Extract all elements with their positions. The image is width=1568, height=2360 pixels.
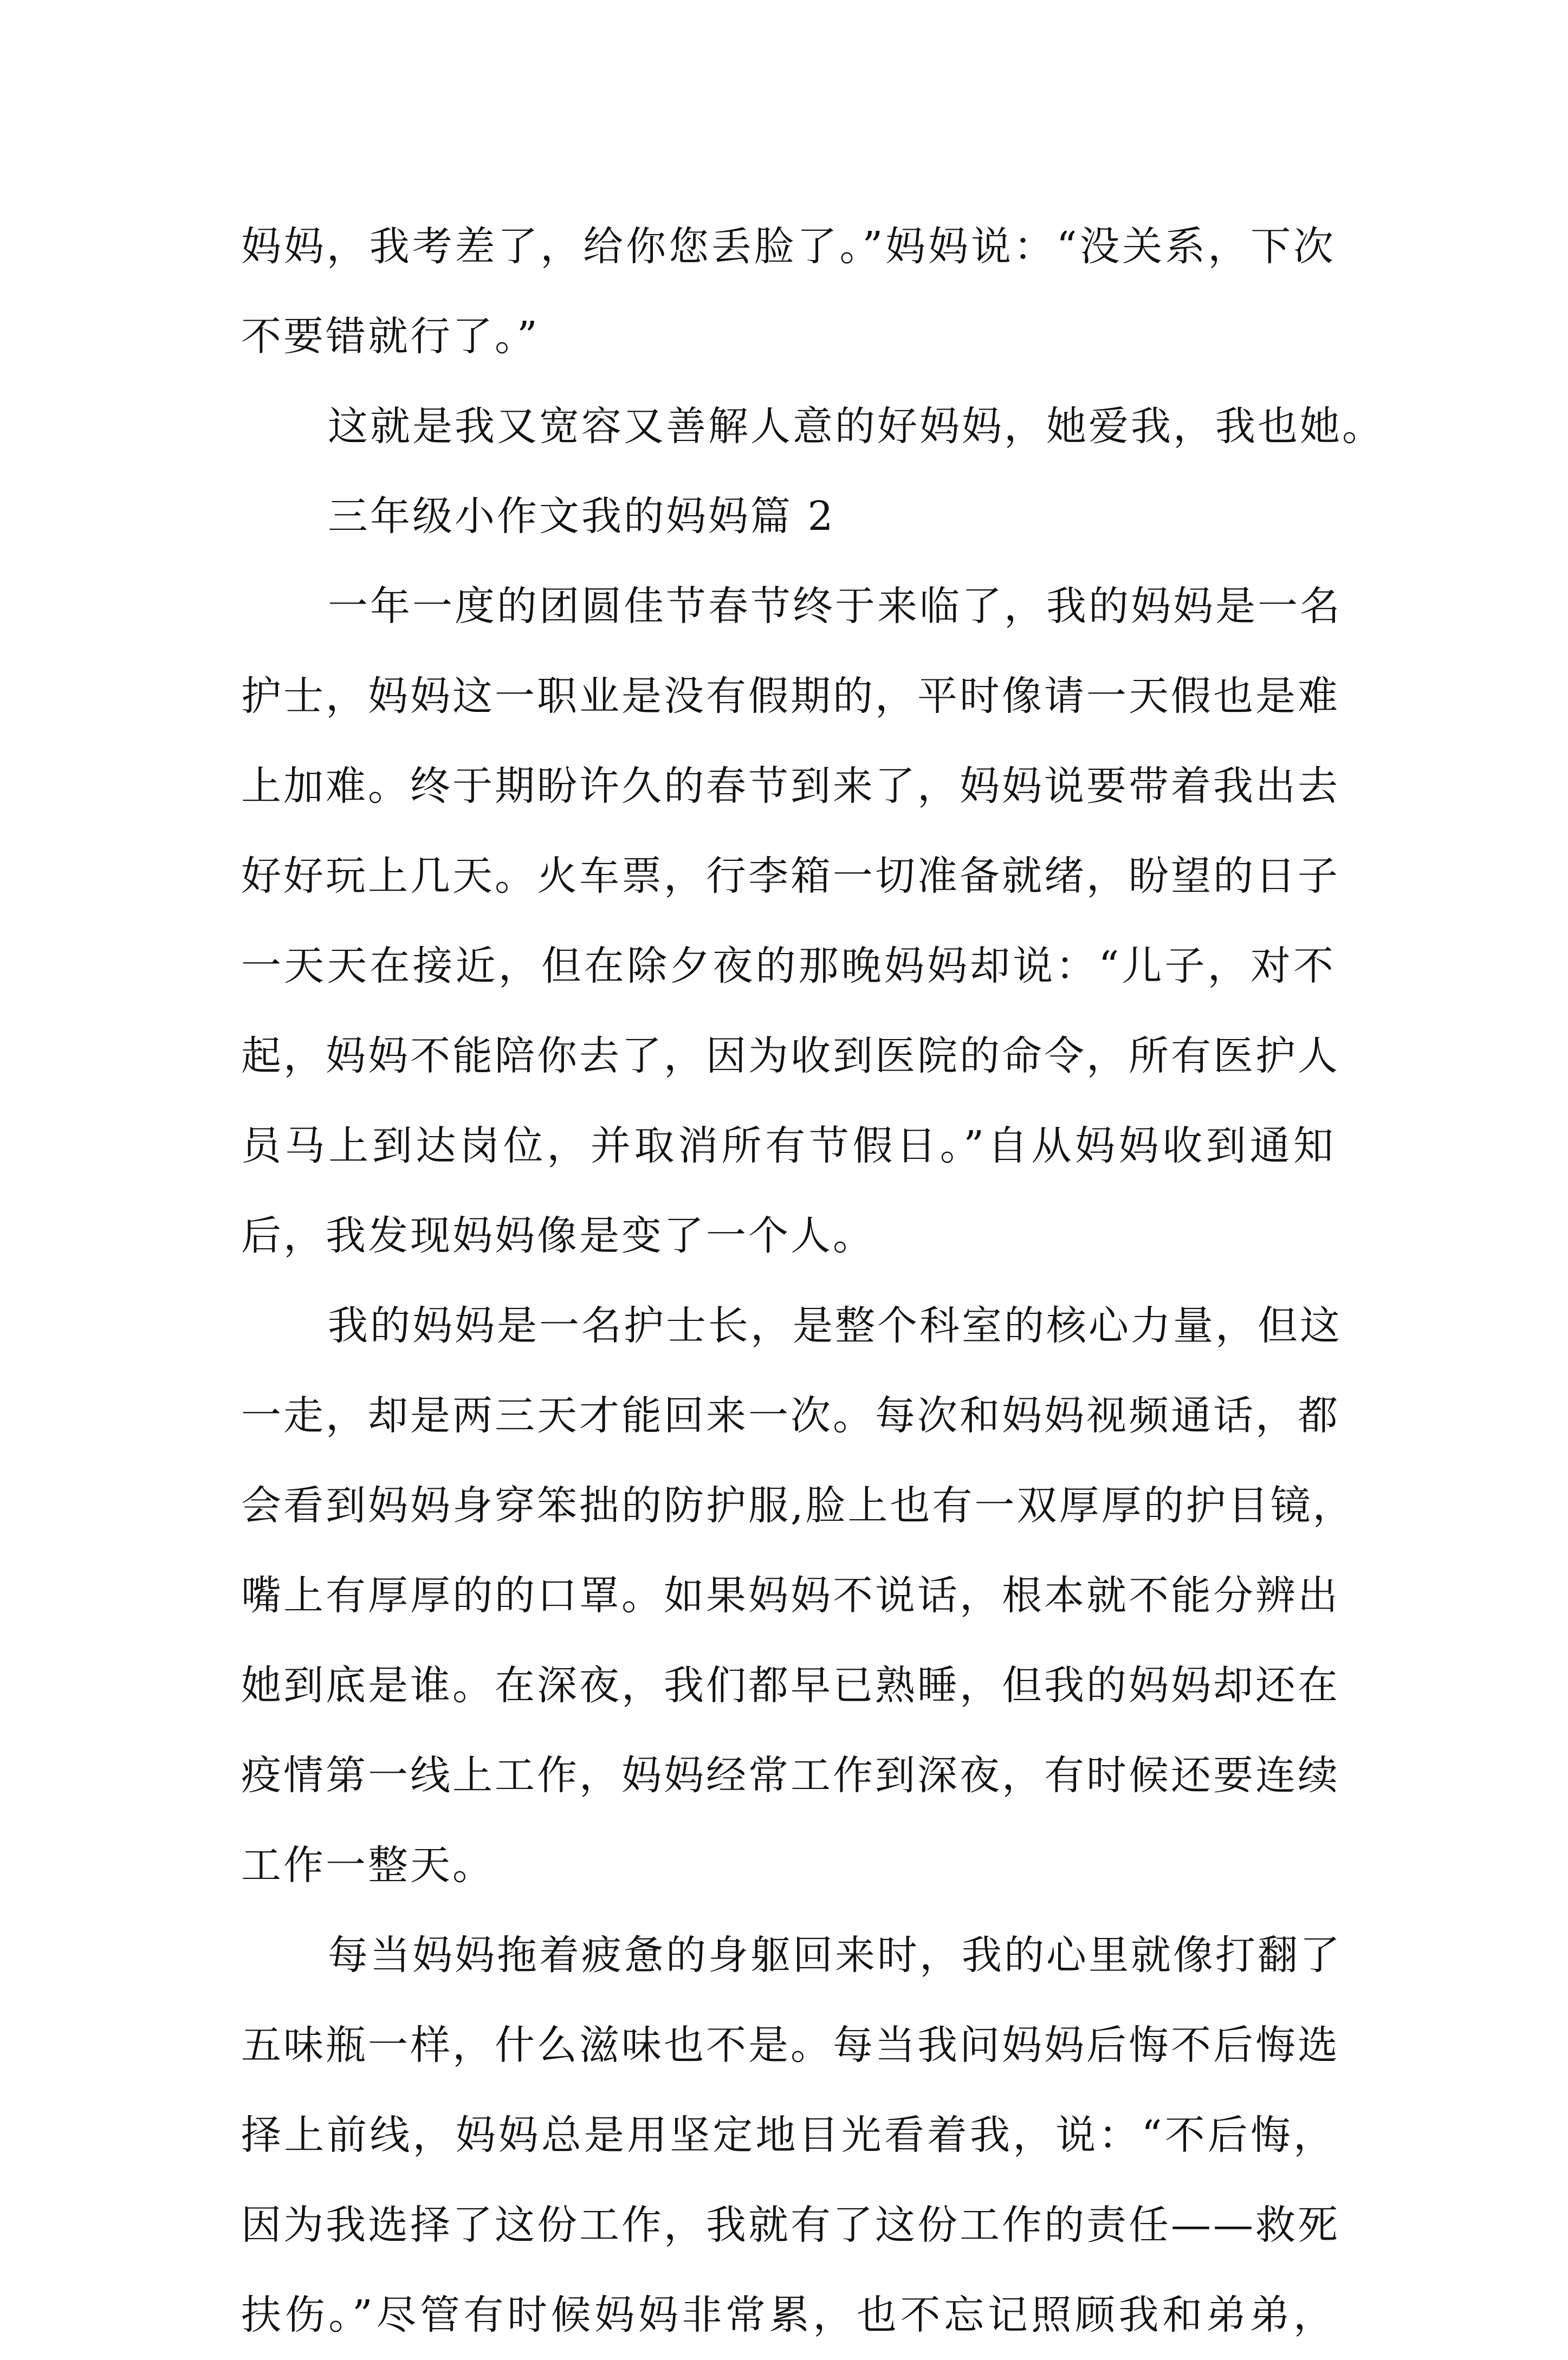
text-line: 五味瓶一样，什么滋味也不是。每当我问妈妈后悔不后悔选: [241, 2022, 1340, 2069]
text-line: 一走，却是两三天才能回来一次。每次和妈妈视频通话，都: [241, 1392, 1340, 1439]
text-line: 一天天在接近，但在除夕夜的那晚妈妈却说：“儿子，对不: [241, 943, 1336, 989]
text-line: 她到底是谁。在深夜，我们都早已熟睡，但我的妈妈却还在: [241, 1662, 1340, 1709]
text-line: 不要错就行了。”: [241, 313, 540, 360]
text-line: 择上前线，妈妈总是用坚定地目光看着我，说：“不后悔，: [241, 2112, 1336, 2158]
text-line: 扶伤。”尽管有时候妈妈非常累，也不忘记照顾我和弟弟，: [241, 2292, 1336, 2338]
text-line: 后，我发现妈妈像是变了一个人。: [241, 1213, 875, 1259]
text-line: 会看到妈妈身穿笨拙的防护服,脸上也有一双厚厚的护目镜，: [241, 1482, 1355, 1529]
text-line: 因为我选择了这份工作，我就有了这份工作的责任——救死: [241, 2202, 1340, 2248]
text-line: 嘴上有厚厚的的口罩。如果妈妈不说话，根本就不能分辨出: [241, 1572, 1340, 1619]
text-line: 护士，妈妈这一职业是没有假期的，平时像请一天假也是难: [241, 673, 1340, 719]
text-line: 员马上到达岗位，并取消所有节假日。”自从妈妈收到通知: [241, 1123, 1336, 1169]
text-line: 每当妈妈拖着疲惫的身躯回来时，我的心里就像打翻了: [328, 1932, 1342, 1979]
text-line: 妈妈，我考差了，给你您丢脸了。”妈妈说：“没关系，下次: [241, 223, 1336, 270]
text-line: 好好玩上几天。火车票，行李箱一切准备就绪，盼望的日子: [241, 853, 1340, 899]
text-line: 起，妈妈不能陪你去了，因为收到医院的命令，所有医护人: [241, 1033, 1340, 1079]
section-heading: 三年级小作文我的妈妈篇 2: [328, 493, 835, 540]
text-line: 疫情第一线上工作，妈妈经常工作到深夜，有时候还要连续: [241, 1752, 1340, 1799]
text-line: 我的妈妈是一名护士长，是整个科室的核心力量，但这: [328, 1302, 1342, 1349]
essay-text: [241, 202, 1384, 2360]
text-line: 这就是我又宽容又善解人意的好妈妈，她爱我，我也她。: [328, 403, 1384, 450]
text-line: 工作一整天。: [241, 1842, 495, 1889]
text-line: 一年一度的团圆佳节春节终于来临了，我的妈妈是一名: [328, 583, 1342, 630]
text-line: 上加难。终于期盼许久的春节到来了，妈妈说要带着我出去: [241, 763, 1340, 809]
